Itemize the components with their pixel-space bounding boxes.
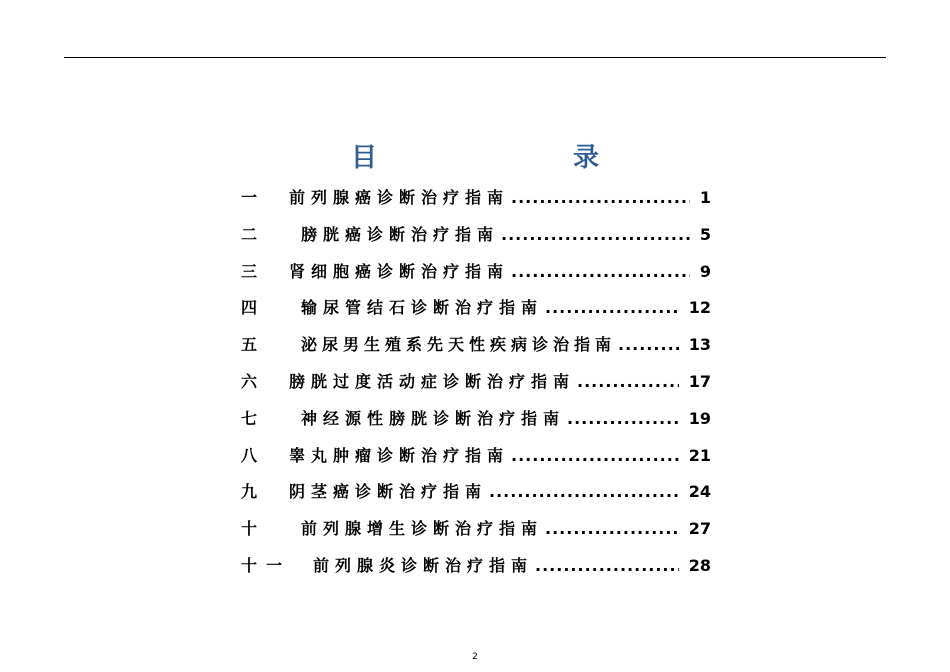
toc-leader-dots — [567, 407, 679, 431]
toc-leader-dots — [618, 333, 679, 357]
toc-leader-dots — [511, 186, 690, 210]
toc-entry[interactable] — [241, 333, 711, 370]
toc-entry[interactable] — [241, 480, 711, 517]
toc-entry-label: 肾细胞癌诊断治疗指南 — [289, 261, 510, 281]
toc-entry-label: 前列腺炎诊断治疗指南 — [313, 555, 534, 575]
toc-title: 目 录 — [350, 143, 647, 173]
toc-entry[interactable] — [241, 186, 711, 223]
toc-leader-dots — [535, 554, 679, 578]
toc-entry-page: 19 — [688, 408, 711, 428]
toc-entry-label: 膀胱癌诊断治疗指南 — [301, 224, 500, 244]
toc-leader-dots — [511, 260, 690, 284]
toc-entry-page: 9 — [699, 261, 711, 281]
toc-entry-page: 28 — [688, 555, 711, 575]
toc-entry-number: 七 — [241, 408, 267, 428]
toc-entry-label: 膀胱过度活动症诊断治疗指南 — [289, 371, 576, 391]
toc-entry[interactable] — [241, 444, 711, 481]
toc-leader-dots — [489, 480, 679, 504]
toc-entry-number: 十一 — [241, 555, 292, 575]
toc-entry[interactable] — [241, 296, 711, 333]
toc-entry[interactable] — [241, 554, 711, 591]
toc-leader-dots — [545, 517, 679, 541]
toc-list — [241, 186, 711, 591]
toc-entry-label: 阴茎癌诊断治疗指南 — [289, 482, 488, 502]
toc-leader-dots — [511, 444, 679, 468]
toc-entry[interactable] — [241, 223, 711, 260]
toc-leader-dots — [501, 223, 690, 247]
toc-entry-number: 六 — [241, 371, 267, 391]
toc-entry-label: 泌尿男生殖系先天性疾病诊治指南 — [301, 335, 617, 355]
toc-leader-dots — [545, 296, 679, 320]
toc-entry-page: 24 — [688, 482, 711, 502]
toc-entry-page: 12 — [688, 298, 711, 318]
toc-entry-label: 神经源性膀胱诊断治疗指南 — [301, 408, 566, 428]
toc-entry-label: 前列腺癌诊断治疗指南 — [289, 188, 510, 207]
toc-entry-page: 1 — [699, 188, 711, 207]
toc-entry-page: 5 — [699, 224, 711, 244]
toc-entry-page: 27 — [688, 519, 711, 539]
toc-entry[interactable] — [241, 260, 711, 297]
toc-entry-number: 三 — [241, 261, 267, 281]
toc-entry-page: 17 — [688, 371, 711, 391]
toc-entry-number: 五 — [241, 335, 267, 355]
toc-entry-label: 输尿管结石诊断治疗指南 — [301, 298, 544, 318]
toc-entry[interactable] — [241, 370, 711, 407]
toc-entry-number: 九 — [241, 482, 267, 502]
toc-entry-label: 睾丸肿瘤诊断治疗指南 — [289, 445, 510, 465]
toc-entry-page: 21 — [688, 445, 711, 465]
header-rule — [64, 57, 886, 58]
toc-entry[interactable] — [241, 407, 711, 444]
toc-entry-number: 八 — [241, 445, 267, 465]
toc-entry-number: 十 — [241, 519, 267, 539]
toc-entry[interactable] — [241, 517, 711, 554]
toc-entry-page: 13 — [688, 335, 711, 355]
toc-entry-number: 四 — [241, 298, 267, 318]
toc-entry-label: 前列腺增生诊断治疗指南 — [301, 519, 544, 539]
toc-entry-number: 二 — [241, 224, 267, 244]
toc-entry-number: 一 — [241, 188, 267, 207]
toc-leader-dots — [577, 370, 679, 394]
page-number: 2 — [472, 652, 478, 662]
